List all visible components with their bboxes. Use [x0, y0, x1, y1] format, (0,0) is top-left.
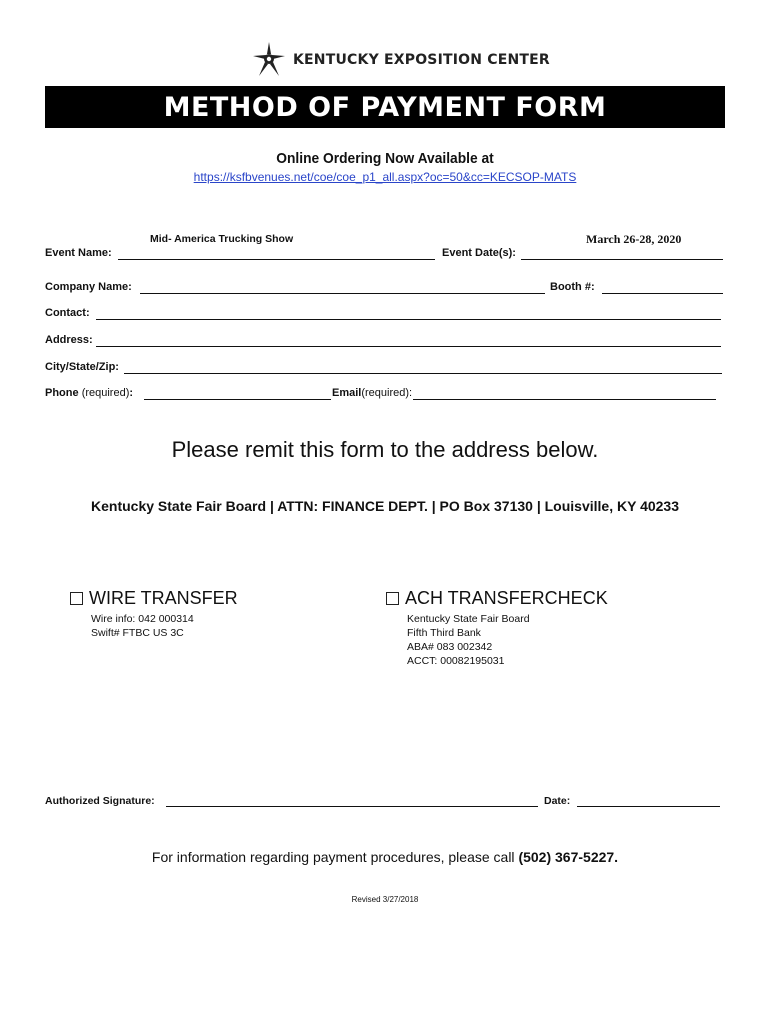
city-state-zip-field[interactable] — [124, 373, 722, 374]
booth-field[interactable] — [602, 293, 723, 294]
phone-label: Phone — [45, 387, 79, 399]
wire-transfer-checkbox[interactable] — [70, 592, 83, 605]
email-label-group — [332, 387, 412, 399]
event-name-field[interactable] — [118, 259, 435, 260]
info-phone: (502) 367-5227. — [518, 849, 619, 865]
email-required-note: (required): — [361, 387, 413, 399]
date-label: Date: — [544, 795, 571, 807]
ach-transfer-title: ACH TRANSFERCHECK — [405, 588, 608, 608]
ach-transfer-option[interactable] — [386, 588, 608, 609]
ach-detail-line: Fifth Third Bank — [407, 627, 481, 639]
page-title: METHOD OF PAYMENT FORM — [45, 86, 725, 128]
email-label: Email — [332, 387, 362, 399]
star-logo-icon — [253, 42, 285, 78]
event-dates-value: March 26-28, 2020 — [586, 232, 682, 246]
remit-address: Kentucky State Fair Board | ATTN: FINANCE DEPT. | PO Box 37130 | Louisville, KY 40233 — [91, 498, 679, 514]
event-name-label: Event Name: — [45, 247, 112, 259]
logo-text: KENTUCKY EXPOSITION CENTER — [293, 52, 550, 68]
booth-label: Booth #: — [550, 281, 595, 293]
wire-detail-line: Swift# FTBC US 3C — [91, 627, 184, 639]
address-label: Address: — [45, 334, 93, 346]
ach-detail-line: Kentucky State Fair Board — [407, 613, 530, 625]
ordering-link[interactable]: https://ksfbvenues.net/coe/coe_p1_all.aspx?oc=50&cc=KECSOP-MATS — [193, 170, 577, 184]
wire-transfer-title: WIRE TRANSFER — [89, 588, 238, 608]
event-name-value: Mid- America Trucking Show — [150, 233, 294, 245]
city-state-zip-label: City/State/Zip: — [45, 361, 119, 373]
online-ordering-text: Online Ordering Now Available at — [276, 150, 494, 167]
wire-detail-line: Wire info: 042 000314 — [91, 613, 194, 625]
date-field[interactable] — [577, 806, 720, 807]
company-name-field[interactable] — [140, 293, 545, 294]
info-text — [0, 849, 770, 865]
email-field[interactable] — [413, 399, 716, 400]
event-dates-label: Event Date(s): — [442, 247, 516, 259]
signature-label: Authorized Signature: — [45, 795, 155, 807]
phone-colon: : — [129, 387, 134, 399]
address-field[interactable] — [96, 346, 721, 347]
phone-field[interactable] — [144, 399, 331, 400]
revised-date: Revised 3/27/2018 — [351, 895, 419, 904]
signature-field[interactable] — [166, 806, 538, 807]
wire-transfer-details — [91, 612, 194, 640]
contact-field[interactable] — [96, 319, 721, 320]
company-name-label: Company Name: — [45, 281, 132, 293]
phone-required-note: (required) — [81, 387, 130, 399]
logo — [253, 42, 550, 78]
ach-detail-line: ACCT: 00082195031 — [407, 655, 505, 667]
event-dates-field[interactable] — [521, 259, 723, 260]
remit-heading: Please remit this form to the address below. — [171, 437, 599, 462]
ach-transfer-details — [407, 612, 530, 668]
wire-transfer-option[interactable] — [70, 588, 238, 609]
contact-label: Contact: — [45, 307, 90, 319]
phone-label-group — [45, 387, 133, 399]
info-message: For information regarding payment procedures, please call — [151, 849, 519, 865]
ach-detail-line: ABA# 083 002342 — [407, 641, 493, 653]
ach-transfer-checkbox[interactable] — [386, 592, 399, 605]
